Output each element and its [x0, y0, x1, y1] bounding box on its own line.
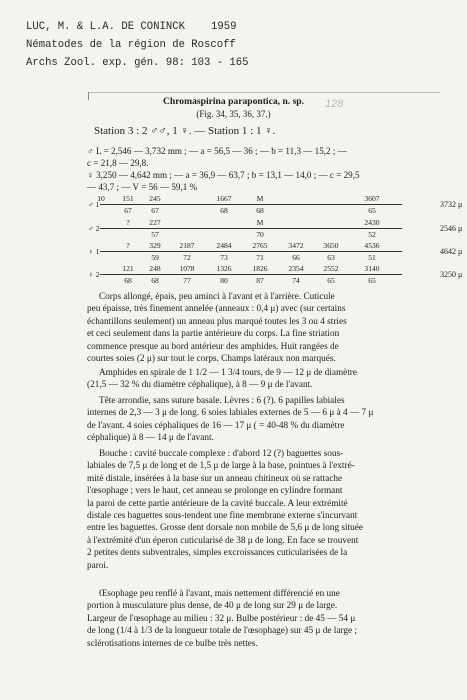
formula-numerator: 3650 — [323, 241, 339, 250]
paragraph-oesophagus — [87, 588, 443, 650]
citation-title: Nématodes de la région de Roscoff — [26, 39, 236, 51]
paragraph-line: de long (1/4 à 1/3 de la longueur totale de l'œsophage) sur 45 μ de large ; — [87, 626, 358, 637]
paragraph-line: commence presque au bord antérieur des amphides. Huit rangées de — [87, 341, 339, 352]
citation-authors: LUC, M. & L.A. DE CONINCK — [26, 21, 185, 33]
paragraph-line: Bouche : cavité buccale complexe : d'abord 12 (?) baguettes sous- — [99, 449, 344, 459]
formula-denominator: 67 — [151, 206, 159, 215]
header-rule — [88, 92, 440, 93]
formula-numerator: 245 — [149, 194, 161, 203]
formula-fraction-line — [100, 204, 402, 205]
paragraph-line: portion à musculature plus dense, de 40 μ de long sur 29 μ de large. — [87, 601, 338, 612]
formula-fraction-line — [100, 251, 402, 252]
formula-numerator: 121 — [122, 264, 134, 273]
formula-denominator: 68 — [124, 276, 132, 285]
paragraph — [87, 367, 443, 392]
paragraph-line: Tête arrondie, sans suture basale. Lèvres : 6 (?). 6 papilles labiales — [99, 396, 345, 406]
formula-numerator: 2552 — [323, 264, 339, 273]
paragraph-line: internes de 2,3 — 3 μ de long. 6 soies labiales externes de 5 — 6 μ à 4 — 7 μ — [87, 408, 374, 419]
paragraph — [87, 291, 443, 365]
paragraph-mouth — [87, 448, 443, 572]
citation-journal: Archs Zool. exp. gén. 98: 103 - 165 — [26, 57, 249, 69]
formula-numerator: M — [256, 218, 264, 227]
paragraph-line: échantillons seulement) un anneau plus marqué toutes les 3 ou 4 stries — [87, 316, 347, 327]
paragraph-line: Corps allongé, épais, peu aminci à l'avant et à l'arrière. Cuticule — [99, 292, 335, 302]
measurement-line: ♀ 3,250 — 4,642 mm ; — a = 36,9 — 63,7 ; b = 13,1 — 14,0 ; — c = 29,5 — [87, 170, 360, 180]
formula-numerator: ? — [126, 241, 130, 250]
paragraph-line: paroi. — [87, 560, 109, 571]
formula-row-label: ♂ 2 — [88, 224, 100, 233]
paragraph-line: courtes soies (2 μ) sur tout le corps. Champs latéraux non marqués. — [87, 354, 336, 365]
citation-authors-line — [26, 21, 237, 33]
paragraph-amphides — [87, 367, 443, 392]
formula-numerator: 1078 — [179, 264, 195, 273]
formula-denominator: 59 — [151, 253, 159, 262]
formula-row-label: ♀ 2 — [88, 270, 100, 279]
paragraph-head — [87, 395, 443, 445]
paragraph-line: peu épaisse, très finement annelée (anneaux : 0,4 μ) avec (sur certains — [87, 304, 346, 315]
formula-numerator: 10 — [97, 194, 105, 203]
formula-denominator: 67 — [124, 206, 132, 215]
formula-denominator: 73 — [220, 253, 228, 262]
paragraph-line: à l'extrémité d'un éperon cuticularisé de 38 μ de long. En face se trouvent — [87, 535, 359, 546]
de-man-formula-table — [88, 194, 467, 286]
paragraph-line: (21,5 — 32 % du diamètre céphalique), à 8 — 9 μ de l'avant. — [87, 380, 313, 391]
citation-year: 1959 — [211, 21, 237, 33]
paragraph — [87, 588, 443, 650]
paragraph-line: labiales de 7,5 μ de long et de 1,5 μ de large à la base, pointues à l'extré- — [87, 461, 355, 472]
paragraph-line: Œsophage peu renflé à l'avant, mais nettement différencié en une — [99, 589, 340, 599]
paragraph-line: la paroi de cette partie antérieure de la cavité buccale. A leur extrémité — [87, 498, 348, 509]
formula-row-label: ♀ 1 — [88, 247, 100, 256]
formula-numerator: 1326 — [216, 264, 232, 273]
formula-denominator: 66 — [292, 253, 300, 262]
formula-denominator: 52 — [368, 230, 376, 239]
formula-denominator: 71 — [256, 253, 264, 262]
formula-numerator: 2187 — [179, 241, 195, 250]
paragraph-line: de l'avant. 4 soies céphaliques de 16 — 17 μ ( = 40-48 % du diamètre — [87, 420, 345, 431]
formula-denominator: 72 — [183, 253, 191, 262]
formula-numerator: 329 — [149, 241, 161, 250]
formula-numerator: 3472 — [288, 241, 304, 250]
pencil-page-number: 128 — [325, 98, 344, 110]
formula-numerator: 2430 — [364, 218, 380, 227]
formula-numerator: ? — [126, 218, 130, 227]
formula-denominator: 57 — [151, 230, 159, 239]
paragraph — [87, 448, 443, 572]
paragraph-line: l'œsophage ; vers le haut, cet anneau se prolonge en cylindre formant — [87, 486, 343, 497]
formula-denominator: 63 — [327, 253, 335, 262]
formula-fraction-line — [100, 274, 402, 275]
formula-denominator: 68 — [151, 276, 159, 285]
paragraph-line: 2 petites dents subventrales, simples excroissances cuticularisées de la — [87, 548, 348, 559]
paragraph-body — [87, 291, 443, 365]
formula-numerator: M — [256, 194, 264, 203]
formula-numerator: 4536 — [364, 241, 380, 250]
paragraph-line: entre les baguettes. Grosse dent dorsale non mobile de 5,6 μ de long située — [87, 523, 363, 534]
formula-denominator: 77 — [183, 276, 191, 285]
formula-denominator: 70 — [256, 230, 264, 239]
formula-numerator: 248 — [149, 264, 161, 273]
species-title: Chromaspirina parapontica, n. sp. — [162, 96, 305, 107]
formula-total-length: 4642 μ — [440, 247, 463, 256]
formula-numerator: 1826 — [252, 264, 268, 273]
formula-total-length: 3732 μ — [440, 200, 463, 209]
formula-total-length: 2546 μ — [440, 224, 463, 233]
measurement-line: — 43,7 ; — V = 56 — 59,1 % — [87, 182, 198, 192]
paragraph-line: mité distale, insérées à la base sur un anneau chitineux où se rattache — [87, 473, 343, 484]
formula-numerator: 2354 — [288, 264, 304, 273]
station-line: Station 3 : 2 ♂♂, 1 ♀. — Station 1 : 1 ♀. — [94, 125, 276, 137]
formula-denominator: 80 — [220, 276, 228, 285]
paragraph-line: Amphides en spirale de 1 1/2 — 1 3/4 tours, de 9 — 12 μ de diamètre — [99, 368, 357, 378]
measurement-line: c = 21,8 — 29,8. — [87, 158, 149, 168]
paragraph-line: céphalique) à 8 — 14 μ de l'avant. — [87, 433, 214, 444]
formula-denominator: 68 — [256, 206, 264, 215]
formula-denominator: 87 — [256, 276, 264, 285]
formula-numerator: 1667 — [216, 194, 232, 203]
formula-denominator: 68 — [220, 206, 228, 215]
formula-total-length: 3250 μ — [440, 270, 463, 279]
formula-row-label: ♂ 1 — [88, 200, 100, 209]
paragraph-line: distale ces baguettes sous-tendent une fine membrane externe s'incurvant — [87, 511, 358, 522]
formula-denominator: 74 — [292, 276, 300, 285]
formula-numerator: 3140 — [364, 264, 380, 273]
paragraph-line: et ceci seulement dans la partie antérieure du corps. La fine striation — [87, 329, 340, 340]
figure-reference: (Fig. 34, 35, 36, 37.) — [196, 109, 271, 119]
formula-fraction-line — [100, 228, 402, 229]
formula-denominator: 65 — [327, 276, 335, 285]
paragraph — [87, 395, 443, 445]
formula-numerator: 2484 — [216, 241, 232, 250]
measurement-line: ♂ L = 2,546 — 3,732 mm ; — a = 56,5 — 36 ; — b = 11,3 — 15,2 ; — — [87, 146, 347, 156]
formula-numerator: 2765 — [252, 241, 268, 250]
formula-numerator: 3607 — [364, 194, 380, 203]
paragraph-line: Largeur de l'œsophage au milieu : 32 μ. Bulbe postérieur : de 45 — 54 μ — [87, 613, 356, 624]
formula-numerator: 227 — [149, 218, 161, 227]
formula-denominator: 51 — [368, 253, 376, 262]
formula-numerator: 151 — [122, 194, 134, 203]
formula-denominator: 65 — [368, 206, 376, 215]
formula-denominator: 65 — [368, 276, 376, 285]
paragraph-line: sclérotisations internes de ce bulbe très nettes. — [87, 638, 258, 649]
